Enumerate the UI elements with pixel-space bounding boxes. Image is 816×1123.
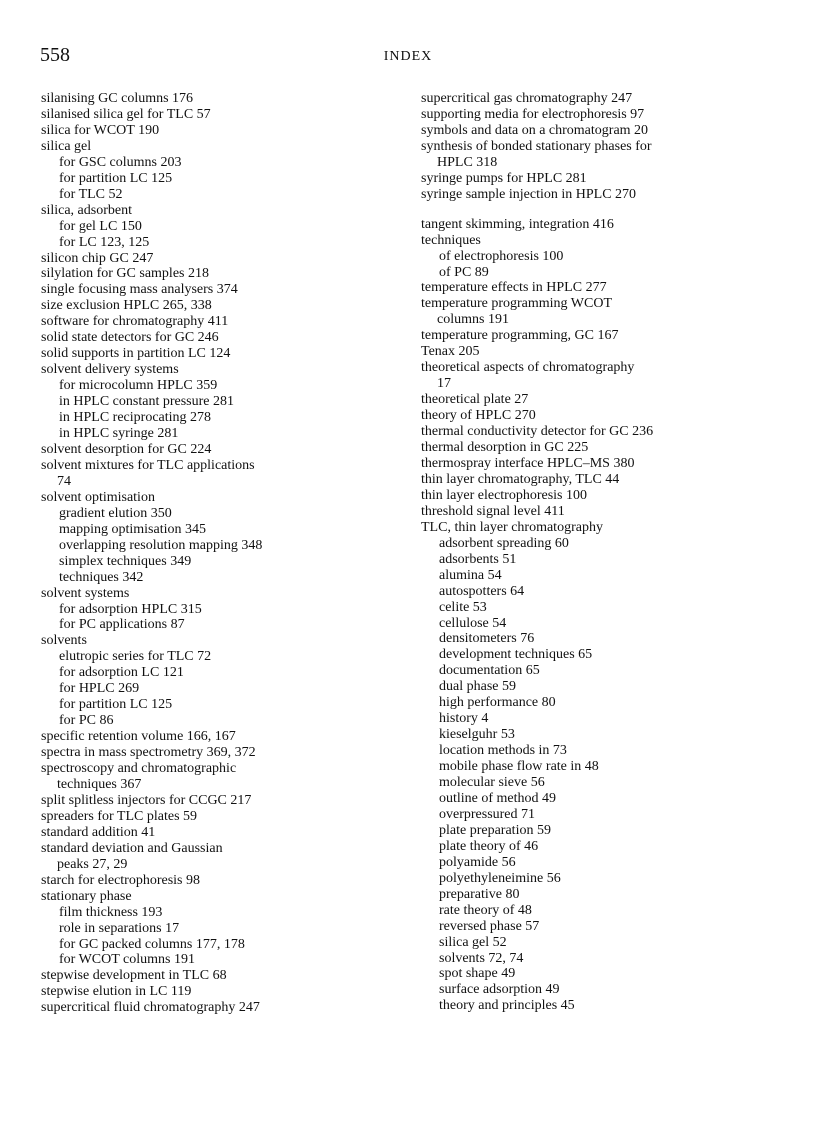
- index-entry: thermal desorption in GC 225: [421, 440, 589, 456]
- index-subentry: alumina 54: [439, 567, 502, 583]
- index-subentry: in HPLC reciprocating 278: [59, 410, 212, 426]
- index-subentry: documentation 65: [439, 663, 540, 679]
- index-entry: threshold signal level 411: [421, 503, 565, 519]
- index-subentry: spot shape 49: [439, 966, 516, 982]
- index-subentry: cellulose 54: [439, 615, 507, 631]
- index-entry: single focusing mass analysers 374: [41, 282, 238, 298]
- index-subentry: techniques 367: [57, 776, 142, 792]
- index-entry: standard addition 41: [41, 824, 156, 840]
- index-column-right: [421, 91, 801, 1014]
- index-entry: solid supports in partition LC 124: [41, 346, 231, 362]
- index-entry: specific retention volume 166, 167: [41, 729, 236, 745]
- index-subentry: silica gel 52: [439, 934, 507, 950]
- index-subentry: molecular sieve 56: [439, 775, 545, 791]
- index-entry: solvents: [41, 633, 87, 649]
- index-entry: synthesis of bonded stationary phases for: [421, 138, 652, 154]
- index-subentry: adsorbent spreading 60: [439, 535, 569, 551]
- index-subentry: polyethyleneimine 56: [439, 870, 561, 886]
- index-entry: supporting media for electrophoresis 97: [421, 106, 645, 122]
- index-subentry: 17: [437, 376, 451, 392]
- index-entry: solvent delivery systems: [41, 362, 179, 378]
- index-entry: temperature programming WCOT: [421, 296, 613, 312]
- index-entry: silica gel: [41, 138, 92, 154]
- index-subentry: for TLC 52: [59, 186, 123, 202]
- index-entry: silicon chip GC 247: [41, 250, 154, 266]
- index-subentry: dual phase 59: [439, 679, 516, 695]
- index-entry: theoretical plate 27: [421, 392, 529, 408]
- index-subentry: for partition LC 125: [59, 697, 173, 713]
- index-entry: TLC, thin layer chromatography: [421, 519, 603, 535]
- index-entry: stepwise development in TLC 68: [41, 968, 227, 984]
- index-entry: thermal conductivity detector for GC 236: [421, 424, 654, 440]
- index-entry: software for chromatography 411: [41, 314, 229, 330]
- index-subentry: outline of method 49: [439, 790, 557, 806]
- index-subentry: autospotters 64: [439, 583, 525, 599]
- index-subentry: rate theory of 48: [439, 902, 532, 918]
- index-subentry: surface adsorption 49: [439, 982, 560, 998]
- index-subentry: for WCOT columns 191: [59, 952, 195, 968]
- index-entry: Tenax 205: [421, 344, 480, 360]
- index-subentry: preparative 80: [439, 886, 520, 902]
- index-entry: solvent desorption for GC 224: [41, 441, 212, 457]
- index-subentry: overpressured 71: [439, 806, 536, 822]
- index-subentry: history 4: [439, 711, 489, 727]
- index-subentry: for GSC columns 203: [59, 154, 182, 170]
- index-entry: supercritical gas chromatography 247: [421, 91, 633, 106]
- index-subentry: of PC 89: [439, 264, 489, 280]
- index-subentry: kieselguhr 53: [439, 727, 515, 743]
- index-subentry: columns 191: [437, 312, 509, 328]
- index-subentry: for PC applications 87: [59, 617, 185, 633]
- index-entry: theory of HPLC 270: [421, 408, 536, 424]
- index-entry: supercritical fluid chromatography 247: [41, 1000, 260, 1016]
- index-entry: stationary phase: [41, 888, 132, 904]
- index-subentry: of electrophoresis 100: [439, 248, 564, 264]
- index-entry: silanising GC columns 176: [41, 91, 194, 106]
- index-subentry: for gel LC 150: [59, 218, 142, 234]
- index-entry: silica, adsorbent: [41, 202, 132, 218]
- index-entry: thermospray interface HPLC–MS 380: [421, 455, 635, 471]
- index-entry: temperature programming, GC 167: [421, 328, 619, 344]
- index-subentry: overlapping resolution mapping 348: [59, 537, 263, 553]
- index-entry: tangent skimming, integration 416: [421, 216, 614, 232]
- index-entry: symbols and data on a chromatogram 20: [421, 122, 649, 138]
- index-subentry: mapping optimisation 345: [59, 521, 206, 537]
- index-subentry: solvents 72, 74: [439, 950, 524, 966]
- index-subentry: in HPLC syringe 281: [59, 426, 179, 442]
- index-subentry: peaks 27, 29: [57, 856, 128, 872]
- index-entry: size exclusion HPLC 265, 338: [41, 298, 212, 314]
- index-subentry: location methods in 73: [439, 743, 567, 759]
- index-subentry: role in separations 17: [59, 920, 180, 936]
- index-subentry: film thickness 193: [59, 904, 163, 920]
- index-subentry: for adsorption HPLC 315: [59, 601, 202, 617]
- index-entry: temperature effects in HPLC 277: [421, 280, 607, 296]
- index-subentry: 74: [57, 473, 71, 489]
- index-entry: spectra in mass spectrometry 369, 372: [41, 745, 256, 761]
- index-entry: solid state detectors for GC 246: [41, 330, 219, 346]
- index-subentry: mobile phase flow rate in 48: [439, 759, 599, 775]
- index-entry: solvent mixtures for TLC applications: [41, 457, 255, 473]
- index-subentry: elutropic series for TLC 72: [59, 649, 212, 665]
- index-subentry: adsorbents 51: [439, 551, 517, 567]
- index-subentry: for LC 123, 125: [59, 234, 150, 250]
- index-entry: silica for WCOT 190: [41, 122, 160, 138]
- index-subentry: for partition LC 125: [59, 170, 173, 186]
- index-subentry: for adsorption LC 121: [59, 665, 184, 681]
- index-subentry: gradient elution 350: [59, 505, 172, 521]
- index-subentry: development techniques 65: [439, 647, 593, 663]
- index-entry: solvent systems: [41, 585, 130, 601]
- index-subentry: HPLC 318: [437, 154, 498, 170]
- index-subentry: densitometers 76: [439, 631, 535, 647]
- index-entry: syringe pumps for HPLC 281: [421, 170, 587, 186]
- page-number: 558: [40, 44, 70, 66]
- index-entry: starch for electrophoresis 98: [41, 872, 200, 888]
- index-subentry: for GC packed columns 177, 178: [59, 936, 245, 952]
- index-entry: spectroscopy and chromatographic: [41, 761, 237, 777]
- index-entry: standard deviation and Gaussian: [41, 840, 223, 856]
- index-subentry: in HPLC constant pressure 281: [59, 394, 234, 410]
- index-subentry: simplex techniques 349: [59, 553, 192, 569]
- index-subentry: techniques 342: [59, 569, 144, 585]
- index-subentry: for microcolumn HPLC 359: [59, 378, 218, 394]
- index-entry: split splitless injectors for CCGC 217: [41, 792, 252, 808]
- index-entry: thin layer electrophoresis 100: [421, 487, 588, 503]
- index-subentry: plate theory of 46: [439, 838, 539, 854]
- index-subentry: high performance 80: [439, 695, 556, 711]
- running-head: INDEX: [383, 49, 433, 64]
- index-subentry: for HPLC 269: [59, 681, 140, 697]
- index-subentry: polyamide 56: [439, 854, 516, 870]
- index-subentry: reversed phase 57: [439, 918, 540, 934]
- section-gap: [421, 203, 801, 217]
- index-entry: thin layer chromatography, TLC 44: [421, 471, 620, 487]
- index-subentry: for PC 86: [59, 713, 114, 729]
- index-subentry: plate preparation 59: [439, 822, 551, 838]
- index-entry: silanised silica gel for TLC 57: [41, 106, 211, 122]
- index-entry: silylation for GC samples 218: [41, 266, 209, 282]
- index-entry: syringe sample injection in HPLC 270: [421, 186, 637, 202]
- index-entry: techniques: [421, 232, 481, 248]
- index-entry: spreaders for TLC plates 59: [41, 808, 198, 824]
- index-subentry: theory and principles 45: [439, 998, 575, 1014]
- index-column-left: [41, 91, 411, 1016]
- index-entry: stepwise elution in LC 119: [41, 984, 192, 1000]
- index-subentry: celite 53: [439, 599, 487, 615]
- index-entry: solvent optimisation: [41, 489, 155, 505]
- index-entry: theoretical aspects of chromatography: [421, 360, 635, 376]
